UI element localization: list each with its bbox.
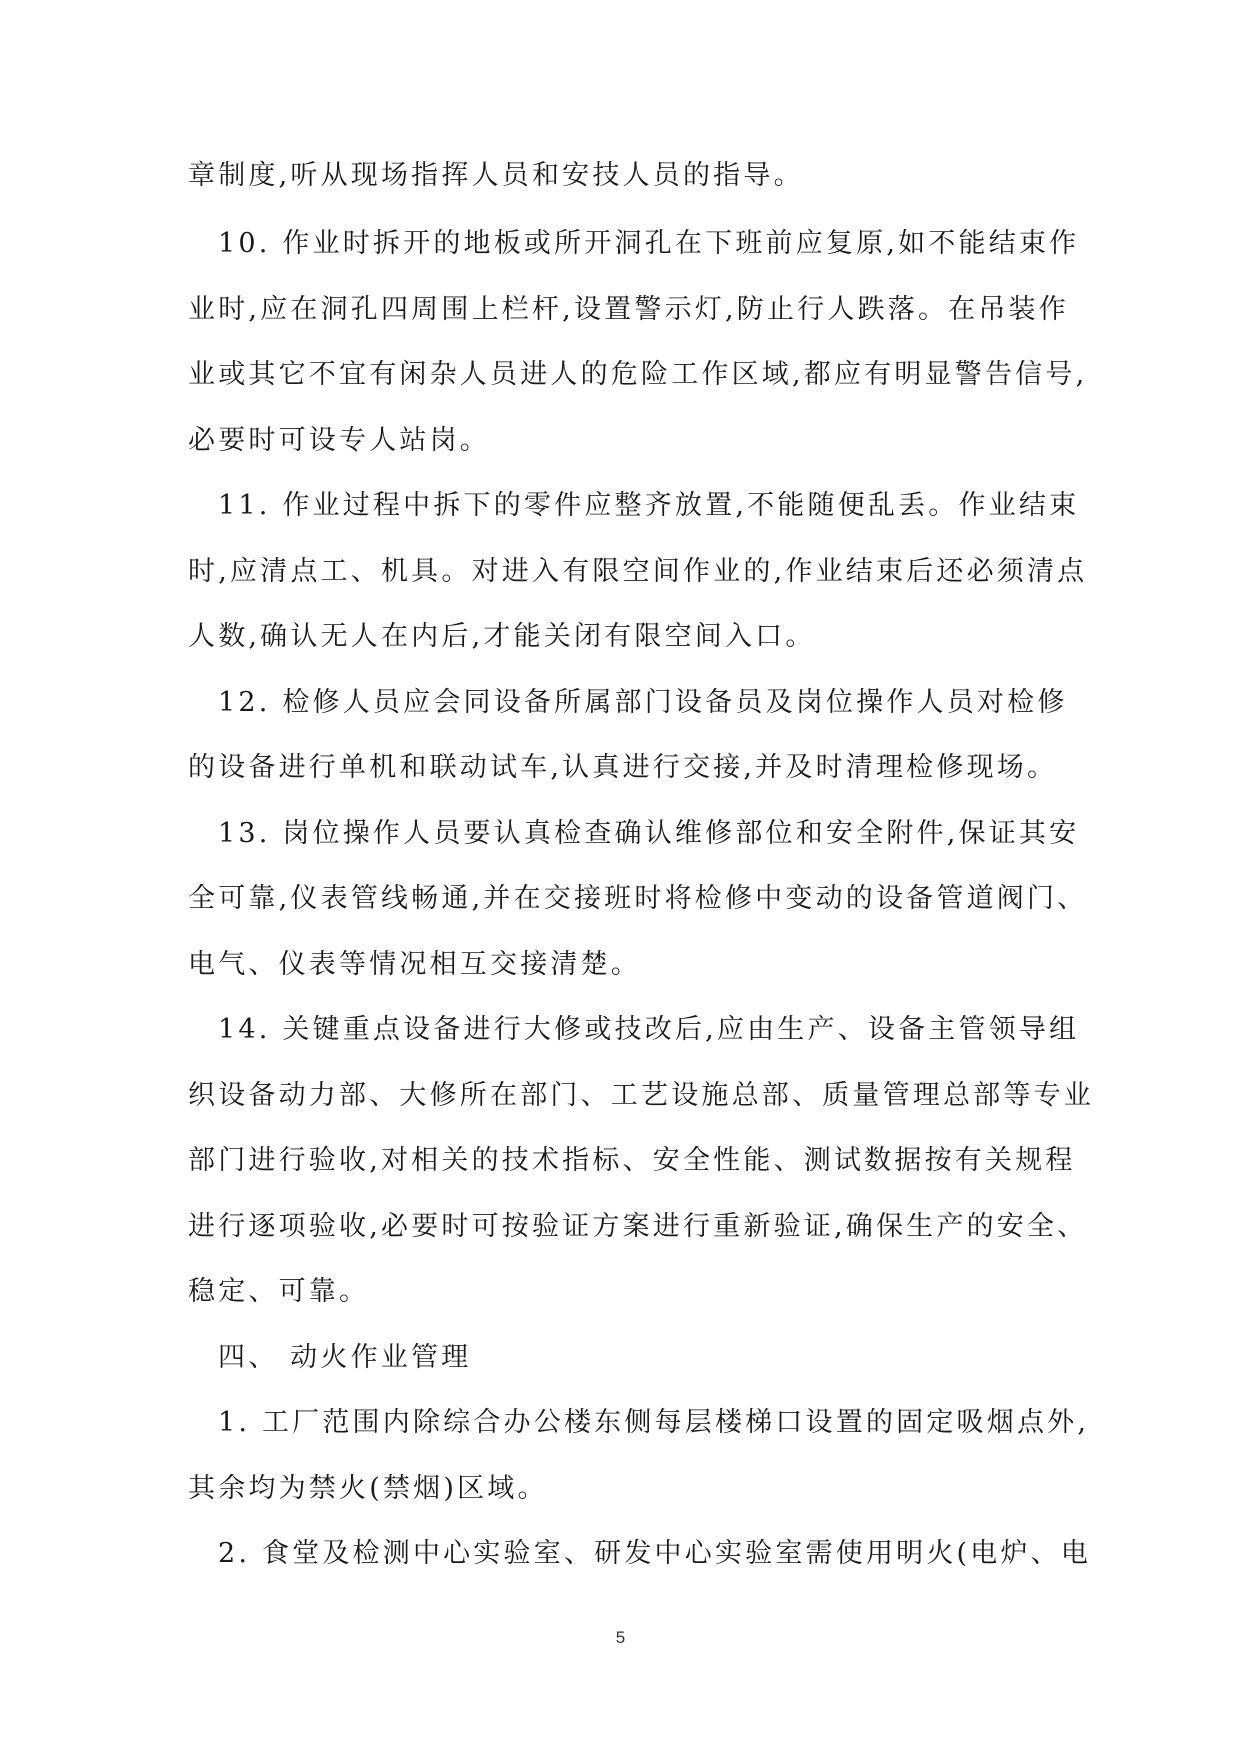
text-line: 的设备进行单机和联动试车,认真进行交接,并及时清理检修现场。	[188, 752, 1058, 783]
text-line: 2. 食堂及检测中心实验室、研发中心实验室需使用明火(电炉、电	[218, 1538, 1092, 1569]
text-line: 人数,确认无人在内后,才能关闭有限空间入口。	[188, 621, 816, 652]
text-line: 全可靠,仪表管线畅通,并在交接班时将检修中变动的设备管道阀门、	[188, 883, 1088, 914]
text-line: 部门进行验收,对相关的技术指标、安全性能、测试数据按有关规程	[188, 1145, 1076, 1176]
page-number: 5	[615, 1628, 626, 1647]
section-heading: 四、 动火作业管理	[218, 1342, 472, 1373]
text-line: 业或其它不宜有闲杂人员进人的危险工作区域,都应有明显警告信号,	[188, 359, 1088, 390]
text-line: 时,应清点工、机具。对进入有限空间作业的,作业结束后还必须清点	[188, 556, 1088, 587]
text-line: 稳定、可靠。	[188, 1276, 370, 1307]
text-line: 14. 关键重点设备进行大修或技改后,应由生产、设备主管领导组	[218, 1014, 1080, 1045]
text-line: 其余均为禁火(禁烟)区域。	[188, 1473, 548, 1504]
text-line: 章制度,听从现场指挥人员和安技人员的指导。	[188, 160, 804, 191]
text-line: 12. 检修人员应会同设备所属部门设备员及岗位操作人员对检修	[218, 687, 1068, 718]
text-line: 11. 作业过程中拆下的零件应整齐放置,不能随便乱丢。作业结束	[218, 490, 1080, 521]
text-line: 10. 作业时拆开的地板或所开洞孔在下班前应复原,如不能结束作	[218, 228, 1080, 259]
text-line: 13. 岗位操作人员要认真检查确认维修部位和安全附件,保证其安	[218, 818, 1080, 849]
text-line: 1. 工厂范围内除综合办公楼东侧每层楼梯口设置的固定吸烟点外,	[218, 1407, 1090, 1438]
text-line: 必要时可设专人站岗。	[188, 425, 490, 456]
text-line: 织设备动力部、大修所在部门、工艺设施总部、质量管理总部等专业	[188, 1080, 1094, 1111]
text-line: 进行逐项验收,必要时可按验证方案进行重新验证,确保生产的安全、	[188, 1211, 1088, 1242]
text-line: 业时,应在洞孔四周围上栏杆,设置警示灯,防止行人跌落。在吊装作	[188, 294, 1069, 325]
text-line: 电气、仪表等情况相互交接清楚。	[188, 949, 641, 980]
